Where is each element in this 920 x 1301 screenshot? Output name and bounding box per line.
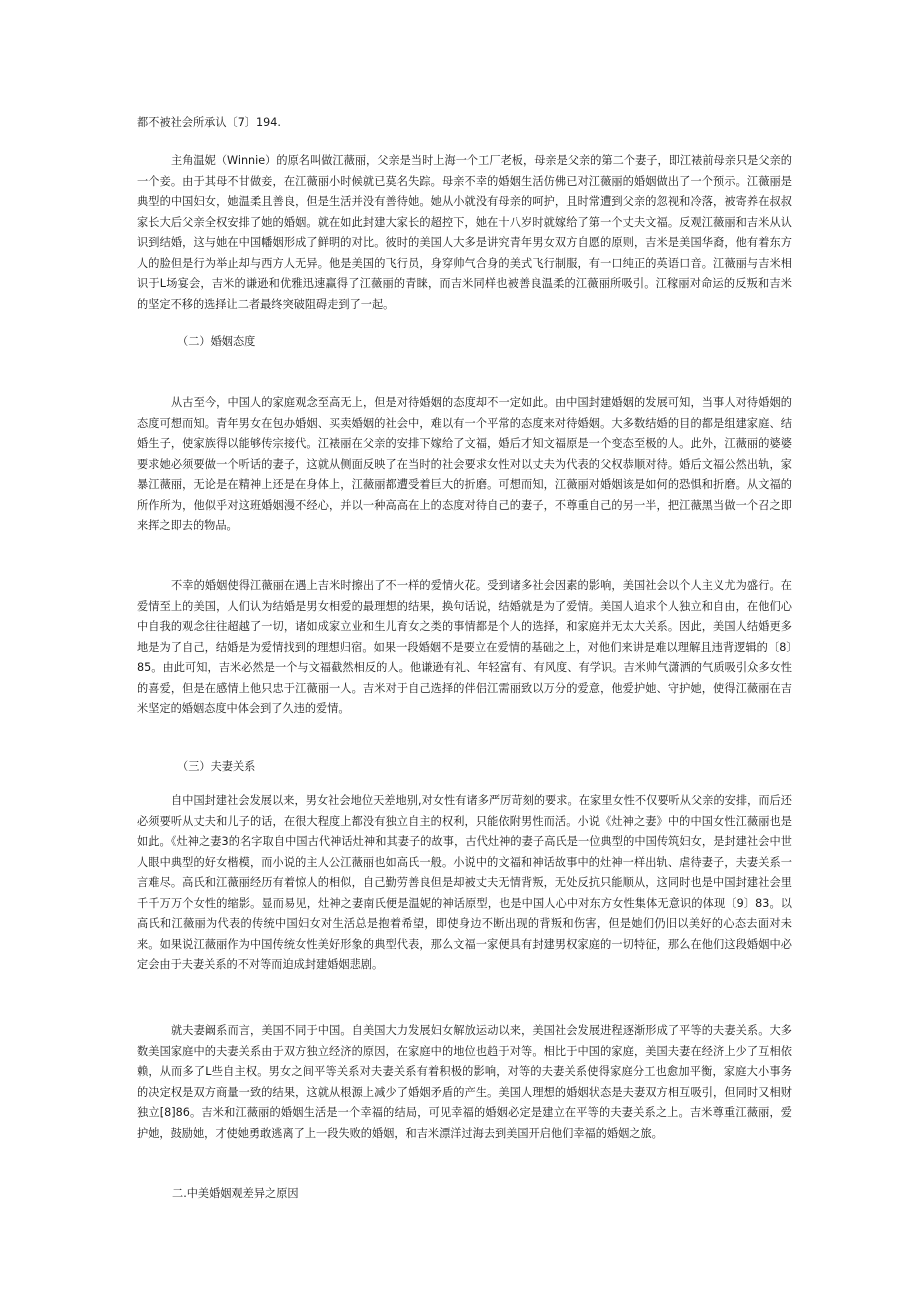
paragraph-citation-line: 都不被社会所承认〔7〕194. [137, 116, 281, 129]
paragraph-chinese-spouse: 自中国封建社会发展以来，男女社会地位天差地别,对女性有诸多严厉苛刻的要求。在家里女性不仅要听从父亲的安排，而后还必须要听从丈夫和儿子的话，在很大程度上都没有独立自主的权利，只能依附男性而活。小说《灶神之妻》中的中国女性江薇丽也是如此。《灶神之妻3的名字取自中国古代神话灶神和其妻子的故事，古代灶神的妻子高氏是一位典型的中国传筑妇女，是封建社会中世人眼中典型的好女楷模，而小说的主人公江薇丽也如高氏一般。小说中的文福和神话故事中的灶神一样出轨、虐待妻子，夫妻关系一言难尽。高氏和江薇丽经历有着惊人的相似，自己勤劳善良但是却被丈夫无情背叛，无处反抗只能顺从，这同时也是中国封建社会里千千万万个女性的缩影。显而易见，灶神之妻南氏便是温妮的神话原型，也是中国人心中对东方女性集体无意识的体现〔9〕83。以高氏和江薇丽为代表的传统中国妇女对生活总是抱着希望，即使身边不断出现的背叛和伤害，但是她们仍旧以美好的心态去面对未来。如果说江薇丽作为中国传统女性美好形象的典型代表，那么文福一家便具有封建男权家庭的一切特征，那么在他们这段婚姻中必定会由于夫妻关系的不对等而迫成封建婚姻悲剧。 [137, 794, 792, 971]
paragraph-american-spouse: 就夫妻阚系而言，美国不同于中国。自美国大力发展妇女解放运动以来，美国社会发展进程逐渐形成了平等的夫妻关系。大多数美国家庭中的夫妻关系由于双方独立经济的原因，在家庭中的地位也趋于对等。相比于中国的家庭，美国夫妻在经济上少了互相依赖，从而多了L些自主权。男女之间平等关系对夫妻关系有着积极的影响，对等的夫妻关系使得家庭分工也愈加平衡，家庭大小事务的决定权是双方商量一致的结果，这就从根源上减少了婚姻矛盾的产生。美国人理想的婚姻状态是夫妻双方相互吸引，但同时又相财独立[8]86。吉米和江薇丽的婚姻生活是一个幸福的结局，可见幸福的婚姻必定是建立在平等的夫妻关系之上。吉米尊重江薇丽，爱护她，鼓励她，才使她勇敢逃离了上一段失败的婚姻，和吉米漂洋过海去到美国开启他们幸福的婚姻之旅。 [137, 1024, 792, 1140]
section-heading-spouse-relationship: （三）夫妻关系 [177, 760, 256, 773]
paragraph-chinese-attitude: 从古至今，中国人的家庭观念至高无上，但是对待婚姻的态度却不一定如此。由中国封建婚姻的发展可知，当事人对待婚姻的态度可想而知。青年男女在包办婚姻、买卖婚姻的社会中，难以有一个平常的态度来对待婚姻。大多数结婚的目的都是组建家庭、结婚生子，使家族得以能够传宗接代。江裱丽在父亲的安排下嫁给了文福，婚后才知文福原是一个变态至极的人。此外，江薇丽的婆婆要求她必须要做一个听话的妻子，这就从侧面反映了在当时的社会要求女性对以丈夫为代表的父权恭顺对待。婚后文福公然出轨，家暴江薇丽，无论是在精神上还是在身体上，江薇丽都遭受着巨大的折磨。可想而知，江薇丽对婚姻该是如何的恐惧和折磨。从文福的所作所为，他似乎对这班婚姻漫不经心，并以一种高高在上的态度对待自己的妻子，不尊重自己的另一半，把江薇黑当做一个召之即来挥之即去的物品。 [137, 396, 792, 532]
paragraph-american-attitude: 不幸的婚姻使得江薇丽在遇上吉米时擦出了不一样的爱情火花。受到诸多社会因素的影响，美国社会以个人主义尤为盛行。在爱情至上的美国，人们认为结婚是男女相爱的最理想的结果，换句话说，结婚就是为了爱情。美国人追求个人独立和自由，在他们心中自我的观念往往超越了一切，诸如成家立业和生儿育女之类的事情都是个人的选择，和家庭并无太大关系。因此，美国人结婚更多地是为了自己，结婚是为爱情找到的理想归宿。如果一段婚姻不是要立在爱情的基础之上，对他们来讲是难以理解且违背逻辑的〔8〕85。由此可知，吉米必然是一个与文福截然相反的人。他谦逊有礼、年轻富有、有风度、有学识。吉米帅气潇洒的气质吸引众多女性的喜爱，但是在感情上他只忠于江薇丽一人。吉米对于自己选择的伴侣江需丽致以万分的爱意，他爱护她、守护她，使得江薇丽在吉米坚定的婚姻态度中体会到了久违的爱情。 [137, 579, 792, 715]
paragraph-protagonist: 主角温妮（Winnie）的原名叫做江薇丽，父亲是当时上海一个工厂老板，母亲是父亲的第二个妻子，即江裱前母亲只是父亲的一个妾。由于其母不甘做妾，在江薇丽小时候就已莫名失踪。母亲不幸的婚姻生活仿佛已对江薇丽的婚姻做出了一个预示。江薇丽是典型的中国妇女，她温柔且善良，但是生活并没有善待她。她从小就没有母亲的呵护，且时常遭到父亲的忽视和冷落，被寄养在叔叔家长大后父亲全权安排了她的婚姻。就在如此封建大家长的超控下，她在十八岁时就嫁给了第一个丈夫文福。反观江薇丽和吉米从认识到结婚，这与她在中国幡姻形成了鲜明的对比。彼时的美国人大多是讲究青年男女双方自愿的原则，吉米是美国华裔，他有着东方人的脸但是行为举止却与西方人无异。他是美国的飞行员，身穿帅气合身的美式飞行制服，有一口纯正的英语口音。江薇丽与吉米相识于L场宴会，吉米的谦逊和优雅迅速赢得了江薇丽的青睐，而吉米同样也被善良温柔的江薇丽所吸引。江稼丽对命运的反叛和吉米的坚定不移的选择让二者最终突破阻碍走到了一起。 [137, 154, 792, 311]
section-heading-marriage-attitude: （二）婚姻态度 [177, 335, 256, 348]
section-heading-causes: 二.中美婚姻观差异之原因 [172, 1187, 299, 1200]
